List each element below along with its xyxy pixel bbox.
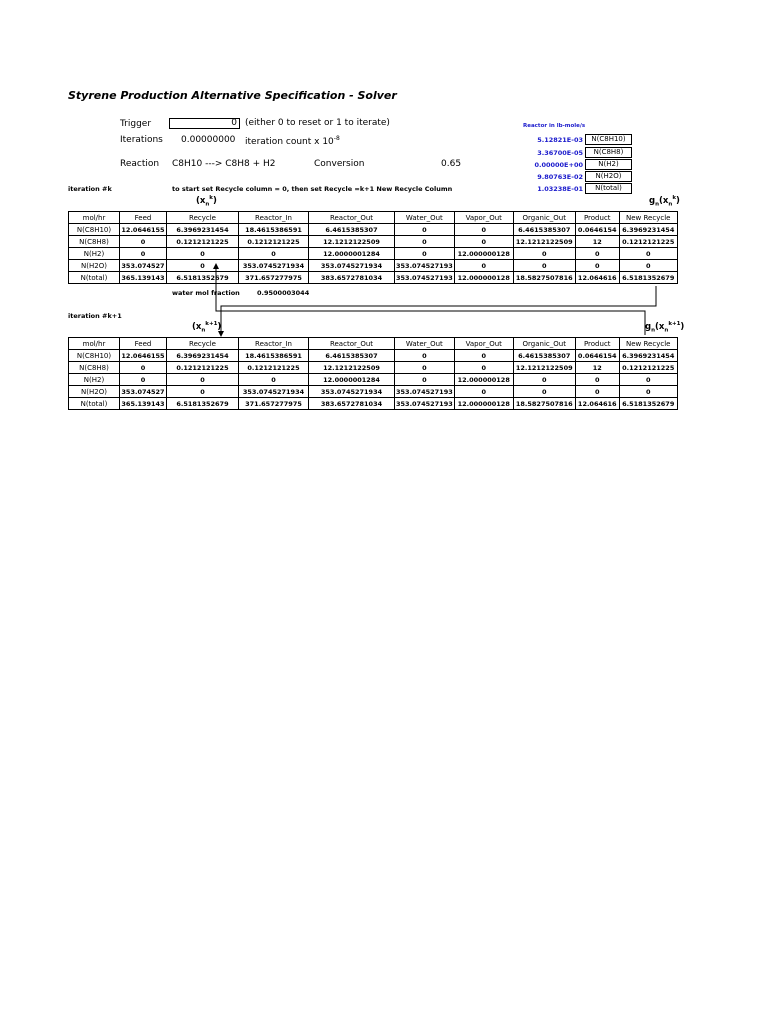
reactor-component-name: N(C8H8) [585, 147, 632, 158]
table-cell: 0.1212121225 [167, 236, 239, 248]
iterations-label: Iterations [120, 135, 163, 145]
gk-mid: (x [659, 195, 669, 206]
table-cell: 0.1212121225 [239, 362, 309, 374]
iterations-note-exponent: -8 [333, 135, 340, 142]
table-cell: 12.1212122509 [513, 362, 575, 374]
table-cell: 0 [120, 236, 167, 248]
table-cell: 0 [395, 350, 455, 362]
table-cell: 383.6572781034 [309, 272, 395, 284]
table-cell: 0 [167, 386, 239, 398]
table-cell: 0 [120, 362, 167, 374]
table-cell: 0 [619, 374, 677, 386]
table-cell: 371.657277975 [239, 398, 309, 410]
reactor-component-name: N(total) [585, 183, 632, 194]
table-cell: 6.4615385307 [513, 224, 575, 236]
iteration-k-label: iteration #k [68, 185, 112, 193]
water-fraction-value: 0.9500003044 [257, 289, 310, 297]
gk-sub2: n [668, 201, 673, 208]
table-cell: 353.0745271934 [309, 386, 395, 398]
row-header: N(C8H10) [69, 350, 120, 362]
gk1-sub: n [651, 327, 656, 334]
table-cell: 0.0646154 [575, 224, 619, 236]
table-cell: 0 [167, 248, 239, 260]
table-cell: 6.5181352679 [167, 272, 239, 284]
gk-end: ) [675, 195, 680, 206]
table-cell: 0 [513, 248, 575, 260]
table-cell: 0 [120, 374, 167, 386]
table-cell: 18.4615386591 [239, 350, 309, 362]
table-cell: 0 [454, 386, 513, 398]
table-cell: 6.5181352679 [167, 398, 239, 410]
table-cell: 0 [239, 374, 309, 386]
table-cell: 12.1212122509 [513, 236, 575, 248]
table-cell: 6.5181352679 [619, 398, 677, 410]
column-header: Recycle [167, 212, 239, 224]
reactor-value: 1.03238E-01 [537, 185, 583, 193]
table-cell: 6.3969231454 [619, 350, 677, 362]
conversion-label: Conversion [314, 159, 365, 169]
column-header: New Recycle [619, 212, 677, 224]
table-cell: 0 [575, 260, 619, 272]
table-cell: 383.6572781034 [309, 398, 395, 410]
table-cell: 12.0646155 [121, 225, 165, 234]
column-header: Product [575, 212, 619, 224]
table-cell: 0 [513, 374, 575, 386]
reaction-label: Reaction [120, 159, 160, 169]
gk-base: g [649, 195, 656, 206]
row-header: N(H2) [69, 248, 120, 260]
column-header: Feed [120, 338, 167, 350]
table-cell: 12.064616 [575, 398, 619, 410]
column-header: Reactor_In [239, 212, 309, 224]
reactor-value: 3.36700E-05 [537, 149, 583, 157]
reactor-component-name: N(H2) [585, 159, 632, 170]
xk1-end: ) [217, 321, 222, 332]
row-header: N(total) [69, 272, 120, 284]
xk1-sup: k+1 [205, 321, 218, 327]
table-cell: 6.4615385307 [513, 350, 575, 362]
table-cell: 0 [395, 224, 455, 236]
table-cell: 12 [575, 236, 619, 248]
table-cell: 365.139143 [121, 399, 165, 408]
iterations-note-text: iteration count x 10 [245, 137, 334, 147]
column-header: Reactor_Out [309, 338, 395, 350]
table-cell: 0.1212121225 [619, 236, 677, 248]
column-header: Feed [120, 212, 167, 224]
table-cell: 6.3969231454 [619, 224, 677, 236]
column-header: Vapor_Out [454, 212, 513, 224]
table-cell: 0 [395, 236, 455, 248]
table-cell: 12.1212122509 [309, 236, 395, 248]
table-cell: 0 [120, 248, 167, 260]
xk1-base: (x [192, 321, 202, 332]
table-cell: 0 [454, 362, 513, 374]
table-cell: 18.5827507816 [513, 272, 575, 284]
table-cell: 12.000000128 [454, 374, 513, 386]
table-cell: 0 [575, 386, 619, 398]
table-cell: 353.074527 [121, 261, 165, 270]
column-header: Product [575, 338, 619, 350]
table-cell: 6.3969231454 [167, 224, 239, 236]
table-cell: 0 [513, 386, 575, 398]
table-cell: 0 [454, 224, 513, 236]
table-cell: 0.0646154 [575, 350, 619, 362]
water-fraction-label: water mol fraction [172, 289, 240, 297]
arrow-k-to-k1 [221, 286, 656, 334]
gk-sub: n [655, 201, 660, 208]
row-header: N(H2O) [69, 260, 120, 272]
table-cell: 0 [575, 248, 619, 260]
table-cell: 12.0000001284 [309, 248, 395, 260]
table-cell: 353.074527 [121, 387, 165, 396]
gk-sup: k [672, 195, 676, 201]
arrow-k1-to-k [216, 266, 645, 335]
reactor-component-name: N(H2O) [585, 171, 632, 182]
row-header: N(C8H8) [69, 236, 120, 248]
iteration-k-instruction: to start set Recycle column = 0, then set Recycle =k+1 New Recycle Column [172, 185, 453, 193]
xk-end: ) [212, 195, 217, 206]
table-cell: 371.657277975 [239, 272, 309, 284]
gk1-sup: k+1 [668, 321, 681, 327]
table-cell: 0 [395, 374, 455, 386]
table-cell: 18.4615386591 [239, 224, 309, 236]
xk-sup: k [209, 195, 213, 201]
column-header: Reactor_In [239, 338, 309, 350]
table-cell: 0.1212121225 [239, 236, 309, 248]
row-header: N(C8H10) [69, 224, 120, 236]
table-cell: 6.4615385307 [309, 350, 395, 362]
table-cell: 12.064616 [575, 272, 619, 284]
trigger-input[interactable]: 0 [169, 118, 240, 129]
column-header: Water_Out [395, 338, 455, 350]
iterations-value: 0.00000000 [181, 135, 236, 145]
row-header: N(C8H8) [69, 362, 120, 374]
gk1-end: ) [680, 321, 685, 332]
table-cell: 18.5827507816 [513, 398, 575, 410]
table-cell: 353.074527193 [396, 273, 453, 282]
table-cell: 0 [239, 248, 309, 260]
row-header: N(total) [69, 398, 120, 410]
reactor-component-name: N(C8H10) [585, 134, 632, 145]
table-cell: 12 [575, 362, 619, 374]
table-cell: 0 [395, 248, 455, 260]
column-header: Organic_Out [513, 212, 575, 224]
page-title: Styrene Production Alternative Specification - Solver [68, 89, 397, 102]
table-cell: 0.1212121225 [167, 362, 239, 374]
conversion-value[interactable]: 0.65 [441, 159, 462, 169]
table-cell: 0 [454, 260, 513, 272]
row-header: N(H2) [69, 374, 120, 386]
table-cell: 0 [619, 260, 677, 272]
table-cell: 6.5181352679 [619, 272, 677, 284]
xk-base: (x [196, 195, 206, 206]
gk1-mid: (x [655, 321, 665, 332]
trigger-note: (either 0 to reset or 1 to iterate) [245, 118, 390, 128]
table-cell: 353.074527193 [396, 261, 453, 270]
table-cell: 0 [454, 350, 513, 362]
column-header: Reactor_Out [309, 212, 395, 224]
table-cell: 0 [619, 386, 677, 398]
reactor-value: 0.00000E+00 [534, 161, 583, 169]
table-cell: 353.0745271934 [239, 260, 309, 272]
table-cell: 0 [454, 236, 513, 248]
table-cell: 6.3969231454 [167, 350, 239, 362]
reactor-heading: Reactor in lb-mole/s [523, 123, 586, 129]
table-cell: 353.074527193 [396, 387, 453, 396]
reactor-value: 9.80763E-02 [537, 173, 583, 181]
table-cell: 12.000000128 [454, 398, 513, 410]
gk1-base: g [645, 321, 652, 332]
table-cell: 12.0646155 [121, 351, 165, 360]
table-cell: 12.000000128 [454, 272, 513, 284]
xk1-sub: n [201, 327, 206, 334]
column-header: Vapor_Out [454, 338, 513, 350]
table-cell: 365.139143 [121, 273, 165, 282]
table-cell: 353.074527193 [396, 399, 453, 408]
table-cell: 0 [513, 260, 575, 272]
table-cell: 0 [167, 260, 239, 272]
iteration-k1-label: iteration #k+1 [68, 312, 122, 320]
table-cell: 353.0745271934 [309, 260, 395, 272]
table-cell: 353.0745271934 [239, 386, 309, 398]
gk1-sub2: n [664, 327, 669, 334]
column-header: Organic_Out [513, 338, 575, 350]
column-header: Water_Out [395, 212, 455, 224]
reactor-value: 5.12821E-03 [537, 136, 583, 144]
table-cell: 0 [167, 374, 239, 386]
row-header: N(H2O) [69, 386, 120, 398]
reaction-equation: C8H10 ---> C8H8 + H2 [172, 159, 276, 169]
xk-sub: n [205, 201, 210, 208]
column-header: New Recycle [619, 338, 677, 350]
table-cell: 6.4615385307 [309, 224, 395, 236]
table-cell: 0 [619, 248, 677, 260]
table-cell: 12.1212122509 [309, 362, 395, 374]
column-header: mol/hr [69, 338, 120, 350]
table-cell: 12.000000128 [454, 248, 513, 260]
table-cell: 0.1212121225 [619, 362, 677, 374]
table-cell: 12.0000001284 [309, 374, 395, 386]
column-header: Recycle [167, 338, 239, 350]
column-header: mol/hr [69, 212, 120, 224]
table-cell: 0 [395, 362, 455, 374]
table-cell: 0 [575, 374, 619, 386]
trigger-label: Trigger [120, 119, 152, 129]
